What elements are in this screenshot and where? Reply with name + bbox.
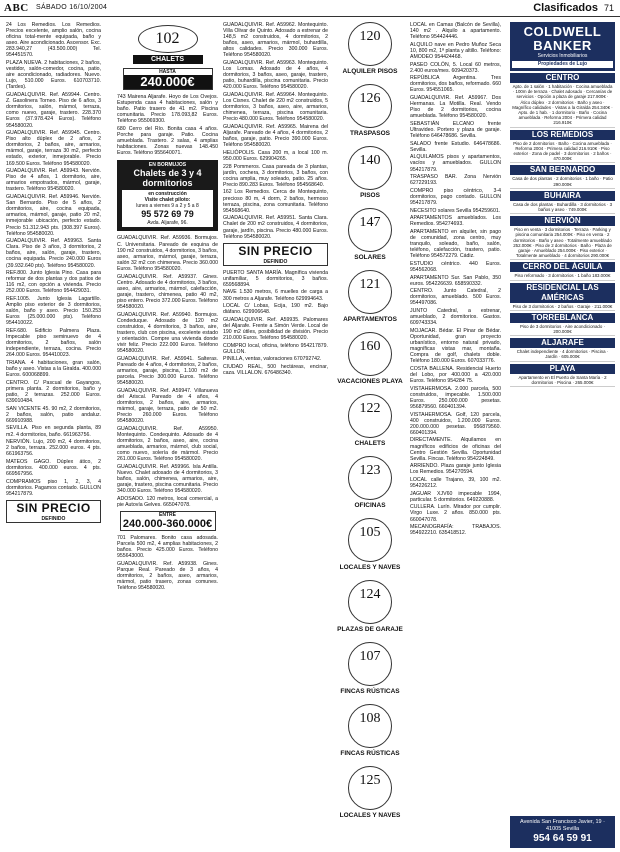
category-number: 147 bbox=[359, 215, 381, 230]
listing: 24 Los Remedios. Los Remedios. Precios excelente, amplio salón, cocina oficina total-mente equipada, baño y aseo. Aire acondicionado. Ascensor. Exc. 283.940,27 (43.500.000) Tel. 954451570. bbox=[6, 22, 101, 59]
price-range-label: HASTA bbox=[159, 69, 176, 75]
listing: 680 Cerro del Río. Bonita casa 4 años. Porche para garaje. Patio. Cocina amueblada. Trastero. 2 salas, 4 amplias habitaciones. Zonas nuevas 148.450 Euros. Teléfono 955640071. bbox=[117, 125, 218, 157]
ad-location: EN BORMUJOS bbox=[148, 162, 187, 169]
category-number: 102 bbox=[155, 30, 180, 47]
zone-listings: Piso de 2 dormitorios · Baño · Cocina amueblada · Reforma 2004 · Primera calidad 216.910€ · Piso exterior · Zona de padel · 3 dormitorios · 2 baños · 470.000€ bbox=[510, 140, 615, 164]
category-badge bbox=[348, 332, 392, 376]
category-number: 121 bbox=[359, 277, 381, 292]
brand-subtitle: Servicios Inmobiliarios bbox=[537, 53, 588, 59]
brand-tagline: Propiedades de Lujo bbox=[512, 61, 613, 68]
listing: 743 Mairena Aljarafe. Hoyo de Los Ovejos. Estupenda casa 4 habitaciones, salón y baño. Patio trasero de 41 m2. Piscina comunitaria. Precio 178.093,82 Euros. Teléfono 955069300. bbox=[117, 94, 218, 125]
listing: ALQUILAMOS pisos y apartamentos, vacíos y amueblados. GULLON 954217879. bbox=[410, 154, 501, 173]
category-number: 107 bbox=[359, 649, 381, 664]
listing: 162 Los Remedios. Cerca de Montequinto, precioso 80 m, 4 dorm, 2 baños, hermoso terraza, piscina, zona comunitaria. Teléfono 954568640. bbox=[223, 189, 328, 214]
section-title: Clasificados bbox=[533, 2, 598, 14]
zone-listings: Casa de dos plantas · Buhardilla · 3 dormitorios · 3 baños y aseo · 749.000€ bbox=[510, 201, 615, 214]
category-badge bbox=[348, 394, 392, 438]
category-badge bbox=[348, 704, 392, 748]
ad-visit: Visite chalet piloto: bbox=[144, 197, 191, 204]
listing: GUADALQUIVIR. Ref. A59950. Montequinto. Condequinto. Adosado de 4 dormitorios, 2 baños, aseo, aire, cocina amueblada, armarios, mármol, club social, como nuevo, solería de mármol. Precio 261.000 Euros. Teléfono 954580020. bbox=[117, 425, 218, 463]
listing: APARTAMENTO en alquiler, sin pago de comunidad, zona centro, muy tranquilo, soleado, baño, salón, teléfono, calefacción, trastero, patio. Teléfono 954572279. Cádiz. bbox=[410, 228, 501, 260]
listing: GUADALQUIVIR. Ref. A59946. Nervión. San Bernardo. Piso de 5 años, 2 dormitorios, aire, cocina equipada, armarios, mármol, garaje, patio 20 m2, inmejorable ubicación, perfecto estado. Precio 51.312.943 pts. (308.397 Euros). Teléfono 954580020. bbox=[6, 194, 101, 237]
listing: NAVE 1.530 metros, 6 muelles de carga a 300 metros a Aljarafe. Teléfono 629994643. bbox=[223, 289, 328, 302]
listing: PUERTO SANTA MARÍA. Magnífica vivienda unifamiliar, 5 dormitorios, 3 baños. 659568894. bbox=[223, 269, 328, 288]
listing: GUADALQUIVIR. Ref. A59936. Bormujos. C. Universitaria. Pareado de esquina de 190 m2 construidos, 4 dormitorios, 3 baños, aseo, armarios, mármol, garaje, terraza, salón 32 m2 con chimenea. Precio 360.000 Euros. Teléfono 954580020. bbox=[117, 235, 218, 272]
listing: LOCAL C/ Lobas, Ecija, 190 m2. Bajo diáfano. 629906648. bbox=[223, 303, 328, 316]
price-range-box bbox=[123, 68, 213, 90]
zone-listings: Piso en venta · 3 dormitorios · Terraza · Parking y piscina comunitaria 254.000€ · Piso en venta · 2 dormitorios · Baño y aseo · Totalmente amueblado 252.000€ · Piso de 2 dormitorios · Baño · Plaza de garaje · Amueblado 254.000€ · Piso exterior · Totalmente amueblado · 4 dormitorios 290.000€ bbox=[510, 226, 615, 260]
sin-precio-title: SIN PRECIO bbox=[238, 243, 313, 258]
category-badge bbox=[348, 580, 392, 624]
listings-column-2 bbox=[117, 22, 218, 842]
category-label: FINCAS RÚSTICAS bbox=[340, 750, 400, 757]
page-number: 71 bbox=[603, 3, 614, 13]
category-label: CHALETS bbox=[354, 440, 386, 447]
listing: LOCAL en Camas (Balcón de Sevilla), 140 m2 . Alquilo a apartamento. Teléfono 954424446. bbox=[410, 22, 501, 41]
listing: NECESITO solares Sevilla 954259601. bbox=[410, 207, 501, 214]
listing: GUADALQUIVIR. Ref. A59944. Centro. Z. Gasolinera Torneo. Piso de 6 años, 3 dormitorios, salón, mármol, terraza, como nuevo, garaje, trastero. 228.370 Euros (37.978.424 Euros). Teléfono 954580020. bbox=[6, 92, 101, 129]
listing: COSTA BALLENA. Residencial Huerto del Lobo, por 400.000 a 420.000 Euros. Teléfono 954284 75. bbox=[410, 365, 501, 385]
listing: GUADALQUIVIR. Ref. A59967. Dos Hermanas. La Motilla. Real. Vendo Piso de 2 dormitorios, cocina amueblada. Teléfono 954580020. bbox=[410, 95, 501, 120]
sin-precio-sub: DEFINIDO bbox=[41, 515, 66, 522]
category-number: 105 bbox=[359, 525, 381, 540]
listing: GUADALQUIVIR. Ref. A59966. Isla Antilla. Nuevo. Chalet adosado de 4 dormitorios, 3 baños, salón, chimenea, armarios, aire, garaje, trastero, piscina comunitaria. Precio 340.000 Euros. Teléfono 954580020. bbox=[117, 463, 218, 495]
category-badge bbox=[348, 456, 392, 500]
brand-logo: COLDWELL BANKER bbox=[523, 24, 602, 53]
zone-title: RESIDENCIAL LAS AMÉRICAS bbox=[510, 283, 615, 303]
masthead: ABC bbox=[4, 2, 29, 14]
category-badge bbox=[348, 208, 392, 252]
listing: GUADALQUIVIR. Ref. A59951. Santa Clara. Chalet de 200 m2 construidos, 4 dormitorios, garaje, jardín, piscina. Precio 480.000 Euros. Teléfono 954580020. bbox=[223, 215, 328, 240]
category-number: 125 bbox=[359, 773, 381, 788]
coldwell-banker-sidebar bbox=[510, 22, 615, 848]
price-range-label: ENTRE bbox=[159, 511, 176, 518]
listing: GUADALQUIVIR. Ref. A59937. Gines. Centro. Adosado de 4 dormitorios, 3 baños, aseo, aire, armarios, mármol, calefacción, garaje, trastero, chimenea, patio 40 m2, piso entero. Precio 372.000 Euros. Teléfono 954580020. bbox=[117, 273, 218, 310]
listing: VISTAHERMOSA. Golf, 120 parcela, 400 construidos, 1.200.000 Euros. 200.000.000 pesetas. 956879560. 660401394. bbox=[410, 411, 501, 436]
listings-column-1 bbox=[6, 22, 101, 842]
zone-title: NERVIÓN bbox=[510, 216, 615, 226]
category-label: VACACIONES PLAYA bbox=[337, 378, 403, 385]
listing: MATEOS GAGO. Dúplex ático, 2 dormitorios. 400.000 euros. 4 pts. 669567956. bbox=[6, 458, 101, 478]
listing: ALQUILO nave en Pedro Muñoz Seca 10, 800 m2, 1ª planta y altillo. Teléfono: AMODEO 954424468. bbox=[410, 41, 501, 60]
listing: SEBASTIÁN ELCANO frente Ultravideo. Portero y plaza de garaje. Teléfono 646478686. Sevilla. bbox=[410, 120, 501, 140]
price-range-value: 240.000€ bbox=[124, 75, 212, 89]
category-badge bbox=[348, 270, 392, 314]
listing: CULLERA. Lurín. Mirador por cumplir. Virgo Luxe. 2 años. 850.000 pts. 660047078. bbox=[410, 504, 501, 523]
sin-precio-title: SIN PRECIO bbox=[16, 500, 91, 515]
ad-phone: 95 572 69 79 bbox=[141, 209, 194, 220]
listing: GUADALQUIVIR. Ref. A59947. Villanueva del Ariscal. Pareado de 4 años, 4 dormitorios, 2 baños, aire, armarios, mármol, garaje, terraza, patio de 50 m2. Precio 260.000 Euros. Teléfono 954580020. bbox=[117, 387, 218, 425]
price-range-value: 240.000-360.000€ bbox=[122, 517, 213, 530]
listing: REF.800. Junto Iglesia Pino. Casa para reformar de dos plantas y dos patios de 116 m2, con opción a vivienda. Precio 252.000 Euros. Teléfono 954429031. bbox=[6, 270, 101, 295]
ad-address: Avda. Aljarafe, 96. bbox=[147, 220, 188, 227]
zone-title: BUHAIRA bbox=[510, 191, 615, 201]
listing: GUADALQUIVIR. Ref. A59965. Mairena del Aljarafe. Pareado de 4 años, 4 dormitorios, 2 baños, garaje, patio. Precio 390.000 Euros. Teléfono 954580020. bbox=[223, 124, 328, 149]
listing: GUADALQUIVIR. Ref. A59963. Montequinto. Los Lomas. Adosado de 4 años, 4 dormitorios, 3 baños, aseo, garaje, trastero, patio, buhardilla, piscina comunitaria. Precio 420.000 Euros. Teléfono 954580020. bbox=[223, 60, 328, 91]
bormujos-chalets-ad bbox=[117, 160, 218, 231]
listing: REF.1005. Junto Iglesia Lagartillo. Amplio piso exterior de 3 dormitorios, salón, baño y aseo. Precio 150.253 Euros (25.000.000 pts). Teléfono 954410022. bbox=[6, 296, 101, 327]
category-number: 120 bbox=[359, 29, 381, 44]
ad-status: en construcción bbox=[148, 191, 187, 198]
contact-phone: 954 64 59 91 bbox=[533, 833, 592, 844]
category-label: APARTAMENTOS bbox=[343, 316, 397, 323]
category-badge bbox=[348, 766, 392, 810]
listing: GUADALQUIVIR. Ref. A59964. Montequinto. Los Cisnes. Chalet de 220 m2 construidos, 5 dormitorios, 3 baños, aseo, aire, armarios, chimenea, terraza, piscina comunitaria. Precio 480.000 Euros. Teléfono 954580020. bbox=[223, 92, 328, 123]
listing: COMPRAMOS piso 1, 2, 3, 4 dormitorios. Pagamos contado. GULLON 954217879. bbox=[6, 478, 101, 497]
listing: CENTRO. C/ Pascual de Gayangos, primera planta. 2 dormitorios, baño y patio, 2 terrazas. 252.000 Euros. 639010484. bbox=[6, 379, 101, 405]
ad-headline: Chalets de 3 y 4 dormitorios bbox=[133, 168, 202, 189]
ad-hours: lunes a viernes 9 a 2 y 5 a 8 bbox=[136, 203, 199, 210]
zone-listings: Apto. de 1 salón · 1 habitación · Cocina amueblada · 100m de terraza · Chalet adosado · Cercanías de servicios · Opción a plaza de garaje 217.900€ · Ático dúplex · 2 dormitorios · Baño y aseo · Magnífico calidades · Vistas a la Giralda 254.340€ · Apto. de 1 hab. · 1 dormitorio · Baño · Cocina amueblada · Reforma 2004 · Primera calidad 216.910€ bbox=[510, 83, 615, 128]
zone-title: SAN BERNARDO bbox=[510, 165, 615, 175]
category-badges-column bbox=[332, 22, 408, 842]
category-badge bbox=[348, 22, 392, 66]
issue-date: SÁBADO 16/10/2004 bbox=[36, 4, 108, 11]
listing: MOJACAR. Bédar. El Pinar de Bédar. Oportunidad, gran proyecto urbanístico, entorno natural privado, magníficas vistas mar, montaña. Compra de golf, chalets doble. Teléfono 180.000 Euros. 607033776. bbox=[410, 327, 501, 365]
category-label: LOCALES Y NAVES bbox=[339, 564, 401, 571]
listing: ARRIENDO. Plaza garaje junto Iglesia Los Remedios. 954270594. bbox=[410, 463, 501, 476]
category-label: LOCALES Y NAVES bbox=[339, 812, 401, 819]
category-number: 122 bbox=[359, 401, 381, 416]
contact-box bbox=[510, 816, 615, 848]
listing: LOCAL calle Trajano, 39, 100 m2. 954226212. bbox=[410, 476, 501, 490]
zone-listings: Chalet independiente · 4 dormitorios · Piscina · Jardín · 605.000€ bbox=[510, 348, 615, 361]
listing: JUNTO Catedral, a estrenar, amueblado, 2 dormitorios. Gastos. 609743334. bbox=[410, 308, 501, 327]
category-badge bbox=[348, 146, 392, 190]
zone-title: LOS REMEDIOS bbox=[510, 130, 615, 140]
category-number: 160 bbox=[359, 339, 381, 354]
category-label: ALQUILER PISOS bbox=[342, 68, 398, 75]
listing: SAN VICENTE 45. 90 m2, 2 dormitorios, 2 baños, salón, patio andaluz. 669910988. bbox=[6, 405, 101, 424]
ad-details bbox=[122, 190, 213, 227]
listing: GUADALQUIVIR. Ref. A59945. Centro. Piso alto dúplex de 2 años, 2 dormitorios, 2 baños, aire, armarios, mármol, garaje, terraza 30 m2, perfecto estado, exterior, inmejorable. Precio 169.500 Euros. Teléfono 954580020. bbox=[6, 130, 101, 167]
category-number: 124 bbox=[359, 587, 381, 602]
zone-listings: Apartamento en El Puerto de Santa María · 2 dormitorios · Piscina · 265.000€ bbox=[510, 374, 615, 387]
brand-box bbox=[510, 22, 615, 71]
listing: ESTUDIO céntrico. 440 Euros. 954562068. bbox=[410, 260, 501, 273]
zone-title: PLAYA bbox=[510, 364, 615, 374]
listing: CIUDAD REAL, 500 hectáreas, encinar, caza. VILLALON. 676486340. bbox=[223, 364, 328, 377]
listing: DIRECTAMENTE. Alquilamos en magníficos edificios de oficinas del Centro Gestión Sevilla. Oportunidad Sevilla. Fincas. Teléfono 954224849. bbox=[410, 437, 501, 462]
listing: SEVILLA. Piso en segunda planta, 89 m2. 4 dormitorios, baño. 661963756. bbox=[6, 425, 101, 438]
listing: GUADALQUIVIR. Ref. A59940. Bormujos. Condeduque. Adosado de 120 m2 construidos, 4 dormitorios, 3 baños, aire, trastero, club con piscina, excelente estado y orientación. Compre una vivienda donde vivir feliz. Precio 222.000 Euros. Teléfono 954580020. bbox=[117, 311, 218, 355]
listing: COMPRO piso céntrico, 3-4 dormitorios, pago contado. GULLON 954217879. bbox=[410, 187, 501, 207]
listing: COMPRO local, oficina, teléfono 954217879. GULLON. bbox=[223, 342, 328, 355]
sin-precio-box bbox=[6, 500, 101, 523]
listing: 701 Palomares. Bonito casa adosada. Parcela 500 m2, 4 amplias habitaciones, 2 baños. Precio 425.000 Euros. Teléfono 955643000. bbox=[117, 534, 218, 560]
zone-listings: Piso de 3 dormitorios · 2 baños · Garaje · 211.000€ bbox=[510, 303, 615, 311]
zone-listings: Casa de dos plantas · 2 dormitorios · 1 baño · Patio 290.000€ bbox=[510, 175, 615, 188]
listing: MECANOGRAFÍA: TRABAJOS. 954922210. 635418512. bbox=[410, 524, 501, 537]
category-label: PLAZAS DE GARAJE bbox=[337, 626, 403, 633]
listing: GUADALQUIVIR. Ref. A59943. Nervión. Piso de 4 años, 1 dormitorio, aire, armarios empotrados, mármol, garaje, trastero. Teléfono 954580020. bbox=[6, 168, 101, 193]
category-label-chalets: CHALETS bbox=[133, 55, 203, 64]
listing: SALADO frente Estudio. 646478686. Sevilla. bbox=[410, 140, 501, 153]
listing: GUADALQUIVIR. Ref. A59938. Gines. Parque Real. Pareado de 3 años, 4 dormitorios, 2 baños, aseo, armarios, mármol, patio trasero, zonas comunes. Teléfono 954580020. bbox=[117, 560, 218, 592]
category-label: PISOS bbox=[360, 192, 380, 199]
listing: CENTRO. Junto Catedral, 2 dormitorios, amueblado. 500 Euros. 954497086. bbox=[410, 288, 501, 307]
zone-listings: Piso de 3 dormitorios · Aire acondicionado · 200.000€ bbox=[510, 323, 615, 336]
listing: APARTAMENTO Sur. San Pablo, 350 euros. 954226639. 658590332. bbox=[410, 274, 501, 287]
zone-title: TORREBLANCA bbox=[510, 313, 615, 323]
category-label: OFICINAS bbox=[354, 502, 386, 509]
price-range-box-entre bbox=[120, 511, 216, 531]
listings-column-3 bbox=[223, 22, 328, 842]
contact-address: Avenida San Francisco Javier, 19 · 41005 Sevilla bbox=[520, 819, 605, 832]
listing: ADOSADO. 120 metros, local comercial, a pie Autovía Gelves. 665047078. bbox=[117, 495, 218, 508]
listing: TRASPASO BAR. Zona Nervión 627229193. bbox=[410, 174, 501, 187]
listing: GUADALQUIVIR. Ref. A59941. Salteras. Pareado de 4 años, 4 dormitorios, 2 baños, armarios, garaje, piscina, 1.100 m2 de parcela. Precio 300.000 Euros. Teléfono 954580020. bbox=[117, 355, 218, 387]
listing: TRIANA. 4 habitaciones, gran salón, baño y aseo. Vistas a la Giralda. 400.000 Euros. 600068899. bbox=[6, 359, 101, 379]
listing: NERVIÓN. Lujo, 200 m2, 4 dormitorios, 2 baños, terraza. 252.000 euros. 4 pts. 661963756. bbox=[6, 439, 101, 458]
listing: JAGUAR XJV60 impecable 1994, particular. 5 dormitorios. 649220888. bbox=[410, 490, 501, 503]
listing: REPÚBLICA Argentina. Tres dormitorios, dos baños, reformado. 660 Euros. 954551065. bbox=[410, 75, 501, 94]
listing: PINILLA, ventas, valoraciones 670792742. bbox=[223, 356, 322, 363]
category-number: 108 bbox=[359, 711, 381, 726]
category-number: 123 bbox=[359, 463, 381, 478]
zone-listings: Piso reformado · 3 dormitorios · 1 baño 183.000€ bbox=[510, 272, 615, 280]
listing: APARTAMENTOS amueblados. Los Remedios. 954274693. bbox=[410, 215, 501, 228]
listings-column-4 bbox=[410, 22, 501, 842]
listing: PASEO COLÓN, 5. Local 60 metros, 2.400 euros/mes. 609420373. bbox=[410, 61, 501, 74]
listing: 228 Pommeros. Casa pareada de 3 plantas, jardín, cochera, 3 dormitorios, 3 baños, con cocina amplia, muy soleado, patio. 25 años. Precio 890.283 Euros. Teléfono 954568640. bbox=[223, 163, 328, 188]
listing: GUADALQUIVIR. Ref. A59935. Palomares del Aljarafe. Frente a Simón Verde. Local de 190 m2 útiles, posibilidad de división. Precio 210.000 Euros. Teléfono 954580020. bbox=[223, 316, 328, 342]
category-number: 140 bbox=[359, 153, 381, 168]
listing: GUADALQUIVIR. Ref. A59963. Santa Clara. Piso de 3 años, 3 dormitorios, 2 baños, aire, salón, garaje, trastero, cocina equipada. Precio 240.000 Euros (39.932.640 pts). Teléfono 954580020. bbox=[6, 238, 101, 269]
listing: REF.680. Edificio Palmera Plaza. Impecable piso seminuevo de 4 dormitorios, 2 baños, salón independiente, terraza, cocina. Precio 264.000 Euros. 954410023. bbox=[6, 328, 101, 359]
category-badge-102 bbox=[138, 25, 198, 53]
page-header bbox=[0, 0, 620, 17]
sin-precio-box bbox=[223, 243, 328, 266]
listing: HELIÓPOLIS. Casa 200 m, a local 100 m. 950.000 Euros. 629904265. bbox=[223, 149, 328, 162]
category-label: TRASPASOS bbox=[350, 130, 390, 137]
listing: GUADALQUIVIR. Ref. A59962. Montequinto. Villa Olivar de Quinto. Adosado a estrenar de 148,5 m2 construidos, 4 dormitorios, 2 baños, aseo, armarios, mármol, buhardilla, altos calidades. Precio 300.000 Euros. Teléfono 954580020. bbox=[223, 22, 328, 59]
category-label: FINCAS RÚSTICAS bbox=[340, 688, 400, 695]
category-badge bbox=[348, 518, 392, 562]
zone-title: CENTRO bbox=[510, 73, 615, 83]
category-badge bbox=[348, 84, 392, 128]
zone-title: CERRO DEL ÁGUILA bbox=[510, 262, 615, 272]
zone-title: ALJARAFE bbox=[510, 338, 615, 348]
listing: PLAZA NUEVA. 2 habitaciones, 2 baños, vestidor, salón-comedor, cocina, patio, aire acondicionado, radiadores. Nuevo. Lujo, 510.000 Euros. 610703710. (Tardes). bbox=[6, 60, 101, 91]
category-badge bbox=[348, 642, 392, 686]
category-label: SOLARES bbox=[354, 254, 386, 261]
sin-precio-sub: DEFINIDO bbox=[263, 258, 288, 265]
listing: VISTAHERMOSA. 2.000 parcela, 500 construidos, impecable. 1.500.000 Euros. 250.000.000 pesetas. 956879560. 660401394. bbox=[410, 385, 501, 410]
category-number: 126 bbox=[359, 91, 381, 106]
